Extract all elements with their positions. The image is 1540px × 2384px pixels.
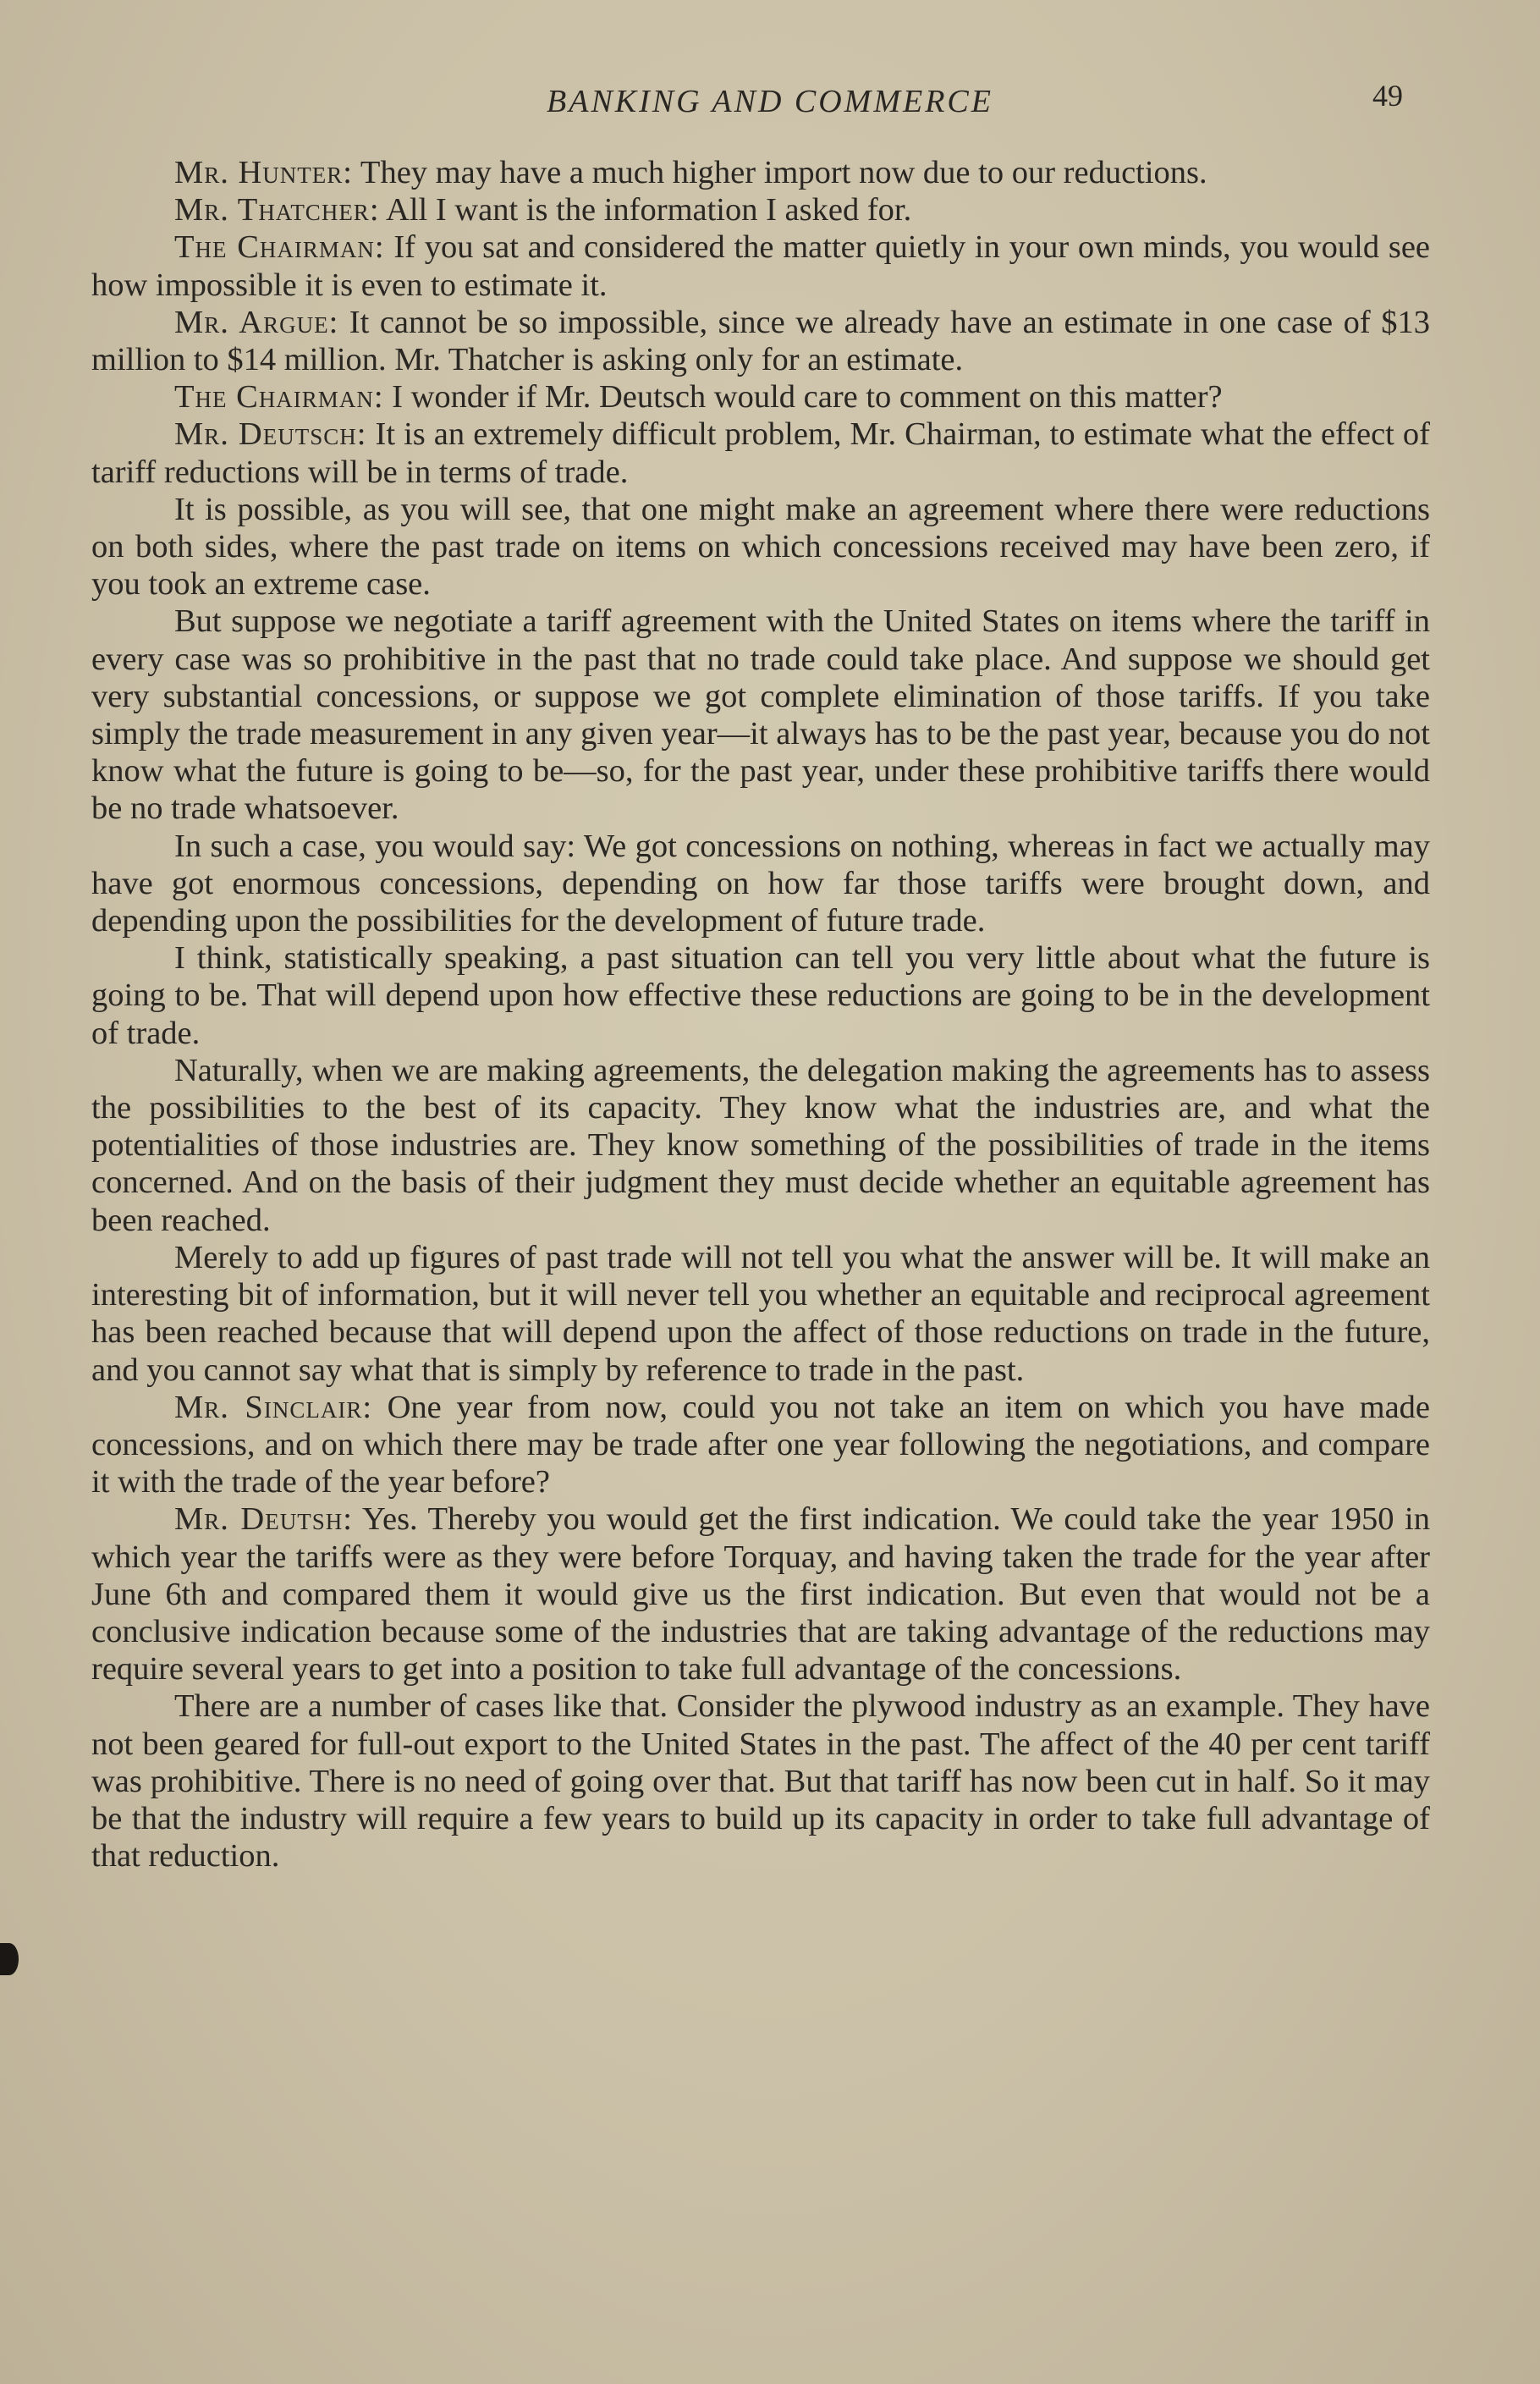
paragraph xyxy=(91,1688,1430,1875)
paragraph xyxy=(91,491,1430,603)
paragraph xyxy=(91,939,1430,1052)
speaker-name: Mr. Deutsch: xyxy=(174,416,367,453)
speaker-name: Mr. Hunter: xyxy=(174,155,353,190)
paragraph-text: But suppose we negotiate a tariff agreement with the United States on items where the tariff in every case was so prohibitive in the past that no trade could take place. And suppose we should get very substantial concessions, or suppose we got complete elimination of those tariffs. If you take simply the trade measurement in any given year—it always has to be the past year, because you do not know what the future is going to be—so, for the past year, under these prohibitive tariffs there would be no trade whatsoever. xyxy=(91,603,1430,827)
paragraph-text: All I want is the information I asked for. xyxy=(386,192,912,228)
body-text xyxy=(91,154,1430,1875)
paragraph xyxy=(91,191,1430,228)
paragraph-text: If you sat and considered the matter quietly in your own minds, you would see how impossible it is even to estimate it. xyxy=(91,229,1431,303)
paragraph-text: They may have a much higher import now due to our reductions. xyxy=(360,155,1207,190)
paragraph xyxy=(91,828,1430,940)
paragraph-text: I think, statistically speaking, a past situation can tell you very little about what the future is going to be. That will depend upon how effective these reductions are going to be in the development of trade. xyxy=(91,940,1430,1051)
paragraph-text: Yes. Thereby you would get the first indication. We could take the year 1950 in which year the tariffs were as they were before Torquay, and having taken the trade for the year after June 6th and compared them it would give us the first indication. But even that would not be a conclusive indication because some of the industries that are taking advantage of the reductions may require several years to get into a position to take full advantage of the concessions. xyxy=(91,1501,1430,1688)
paragraph xyxy=(91,154,1430,191)
paragraph xyxy=(91,1239,1430,1389)
paragraph-text: One year from now, could you not take an item on which you have made concessions, and on which there may be trade after one year following the negotiations, and compare it with the trade of the year before? xyxy=(91,1389,1431,1500)
paragraph-text: It is possible, as you will see, that one might make an agreement where there were reductions on both sides, where the past trade on items on which concessions received may have been zero, if you took an extreme case. xyxy=(91,491,1430,603)
running-title: BANKING AND COMMERCE xyxy=(547,84,993,119)
paragraph-text: There are a number of cases like that. Consider the plywood industry as an example. They have not been geared for full-out export to the United States in the past. The affect of the 40 per cent tariff was prohibitive. There is no need of going over that. But that tariff has now been cut in half. So it may be that the industry will require a few years to build up its capacity in order to take full advantage of that reduction. xyxy=(91,1688,1430,1875)
paragraph xyxy=(91,416,1430,490)
speaker-name: The Chairman: xyxy=(174,229,385,266)
speaker-name: Mr. Sinclair: xyxy=(174,1389,373,1425)
paragraph-text: It is an extremely difficult problem, Mr. Chairman, to estimate what the effect of tariff reductions will be in terms of trade. xyxy=(91,416,1431,490)
paragraph-text: In such a case, you would say: We got concessions on nothing, whereas in fact we actually may have got enormous concessions, depending on how far those tariffs were brought down, and depending upon the possibilities for the development of future trade. xyxy=(91,828,1430,939)
paragraph-text: It cannot be so impossible, since we already have an estimate in one case of $13 million to $14 million. Mr. Thatcher is asking only for an estimate. xyxy=(91,304,1430,378)
paragraph xyxy=(91,378,1430,416)
page-number: 49 xyxy=(1372,79,1403,113)
binding-mark xyxy=(0,1943,19,1975)
paragraph xyxy=(91,1500,1430,1688)
paragraph xyxy=(91,304,1430,378)
paragraph-text: Merely to add up figures of past trade will not tell you what the answer will be. It will make an interesting bit of information, but it will never tell you whether an equitable and reciprocal agreement has been reached because that will depend upon the affect of those reductions on trade in the future, and you cannot say what that is simply by reference to trade in the past. xyxy=(91,1239,1430,1388)
speaker-name: Mr. Argue: xyxy=(174,304,339,340)
page-header xyxy=(0,79,1540,134)
paragraph xyxy=(91,1389,1430,1501)
speaker-name: The Chairman: xyxy=(174,379,384,416)
paragraph xyxy=(91,1052,1430,1239)
paragraph xyxy=(91,603,1430,827)
paragraph xyxy=(91,228,1430,303)
paragraph-text: I wonder if Mr. Deutsch would care to comment on this matter? xyxy=(392,379,1223,416)
paragraph-text: Naturally, when we are making agreements, the delegation making the agreements has to assess the possibilities to the best of its capacity. They know what the industries are, and what the potentialities of those industries are. They know something of the possibilities of trade in the items concerned. And on the basis of their judgment they must decide whether an equitable agreement has been reached. xyxy=(91,1052,1430,1238)
speaker-name: Mr. Thatcher: xyxy=(174,192,380,228)
speaker-name: Mr. Deutsh: xyxy=(174,1501,353,1538)
